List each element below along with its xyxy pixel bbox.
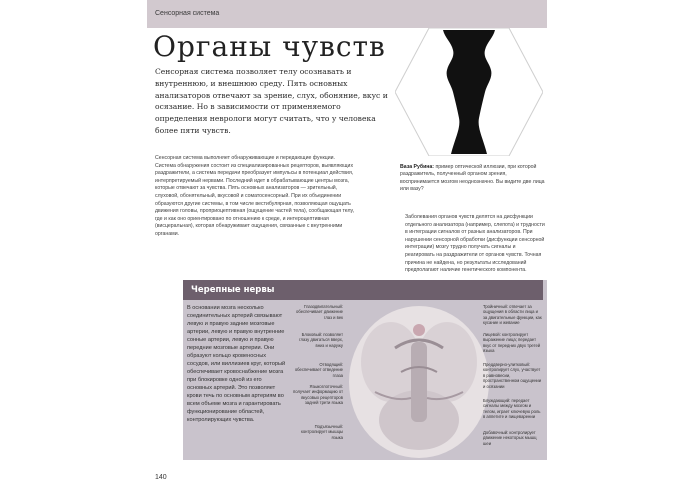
annotation-glossopharyngeal: Языкоглоточный: получает информацию от вкусовых рецепторов задней трети языка [293,384,343,406]
annotation-oculomotor: Глазодвигательный: обеспечивает движение глаз и век [296,304,343,320]
caption-text: пример оптической иллюзии, при которой раздражитель, полученный органом зрения, воспринимается мозгом неоднозначно. Вы видите две лица или вазу? [400,164,545,193]
annotation-abducens: Отводящий: обеспечивает отведение глаза [294,362,343,378]
panel-text: В основании мозга несколько соединительных артерий связывают левую и правую задние мозговые артерии, левую и правую внутренние сонные артерии, левую и правую передние мозговые артерии. Они образуют кольцо кровеносных сосудов, или виллизиев круг, который обеспечивает кровоснабжение мозга при блокировке одной из его основных артерий. Это позволяет крови течь по основным артериям во всем объеме мозга и гарантировать функционирование областей, контролирующих чувства. [187,305,286,423]
cranial-nerves-panel [183,280,547,460]
annotation-facial: Лицевой: контролирует выражение лица; передает вкус от передних двух третей языка [483,332,541,354]
annotation-accessory: Добавочный: контролирует движение некоторых мышц шеи [483,430,537,446]
caption-title: Ваза Рубина: [400,164,435,170]
page-number: 140 [155,474,167,481]
page-title: Органы чувств [153,30,386,63]
annotation-trigeminal: Тройничный: отвечает за ощущения в области лица и за двигательные функции, как кусание и жевание [483,304,542,326]
section-header-band [147,0,547,28]
lead-paragraph: Сенсорная система позволяет телу осознавать и внутреннюю, и внешнюю среду. Пять основных анализаторов отвечают за зрение, слух, обоняние, вкус и осязание. Но в зависимости от применяемого определения неврологи могут считать, что у человека более пяти чувств. [155,67,388,135]
panel-header [183,280,543,300]
annotation-vestibulocochlear: Преддверно-улитковый: контролирует слух, участвует в равновесии, пространственном ощущении и осязании [483,362,542,389]
panel-title: Черепные нервы [191,285,275,295]
body-column-left: Сенсорная система выполняет обнаруживающие и передающие функции. Система обнаружения состоит из специализированных рецепторов, выявляющих раздражители, а система передачи преобразует импульсы в потенциал действия, интерпретируемый нервами. Последний идет в обрабатывающие центры мозга, которые отвечают за чувства. Пять основных анализаторов — зрительный, слуховой, обонятельный, вкусовой и соматосенсорный. При их объединении образуются другие системы, в том числе вестибулярная, позволяющая ощущать движения головы, проприоцептивная (ощущение частей тела), сообщающая телу, где и как оно ориентировано по отношению к среде, и интероцептивная (висцеральная), которая обнаруживает ощущения, связанные с внутренними органами. [155,155,355,237]
rubin-vase-illustration [395,28,543,156]
annotation-trochlear: Блоковый: позволяет глазу двигаться вверх, вниз и наружу [299,332,343,348]
annotation-hypoglossal: Подъязычный: контролирует мышцы языка [300,424,343,440]
annotation-vagus: Блуждающий: передает сигналы между мозгом и телом, играет ключевую роль в аппетите и пищеварении [483,398,541,420]
brain-base-illustration [345,302,493,458]
body-column-right: Заболевания органов чувств делятся на дисфункции отдельного анализатора (например, слепота) и трудности в интеграции сигналов от разных анализаторов. При нарушении сенсорной обработки (дисфункции сенсорной интеграции) мозгу трудно получать сигналы и реагировать на раздражители от органов чувств. Точная причина не найдена, но результаты исследований предполагают наличие генетического компонента. [405,214,545,274]
section-label: Сенсорная система [155,10,220,17]
book-page [147,0,547,500]
figure-caption [400,164,545,194]
